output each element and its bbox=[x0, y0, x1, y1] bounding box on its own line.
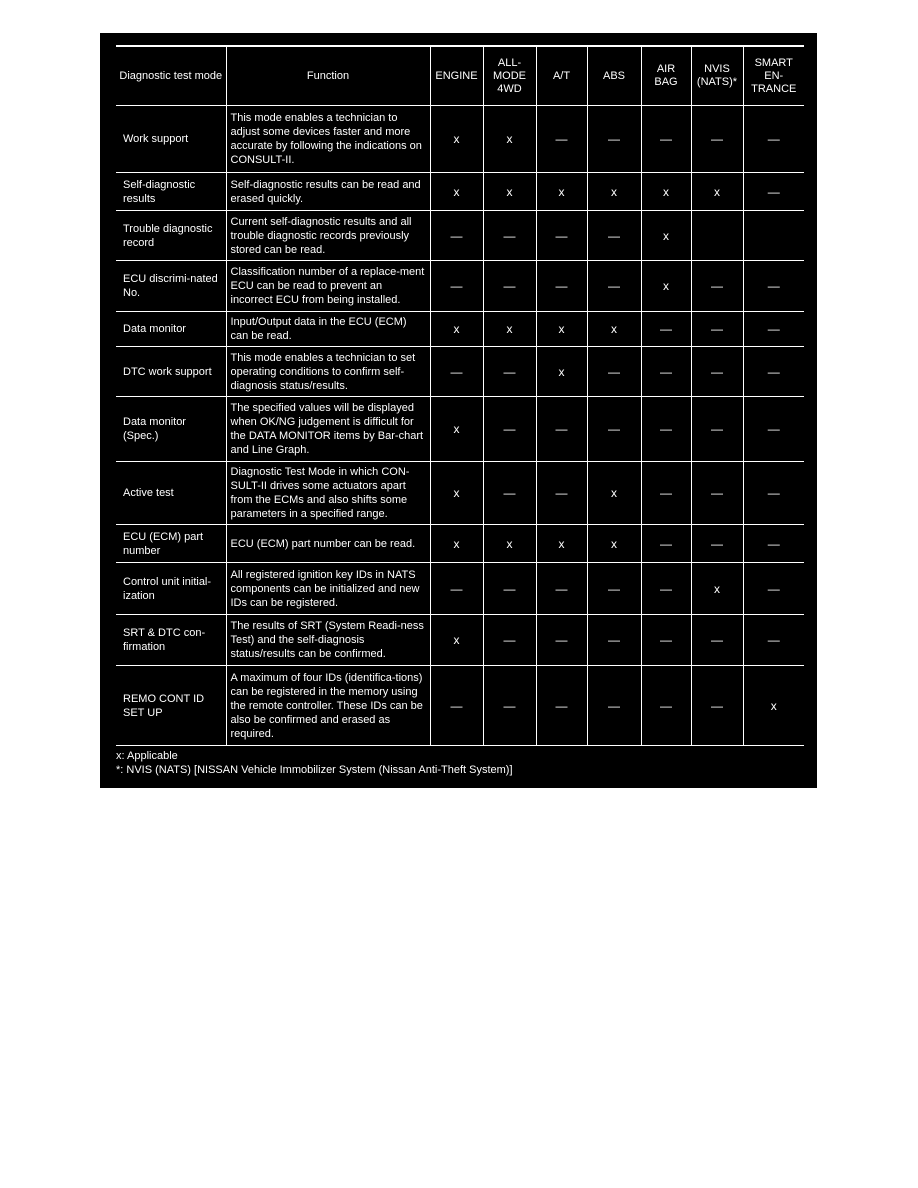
header-all-mode-4wd: ALL-MODE 4WD bbox=[483, 46, 536, 106]
cell-applicability-mark: x bbox=[430, 397, 483, 462]
cell-applicability-mark: x bbox=[743, 666, 804, 746]
cell-function: A maximum of four IDs (identifica-tions) can be registered in the memory using the remote controller. These IDs can be also be confirmed and erased as required. bbox=[226, 666, 430, 746]
cell-function: This mode enables a technician to set operating conditions to confirm self-diagnosis status/results. bbox=[226, 347, 430, 397]
cell-applicability-mark: — bbox=[483, 397, 536, 462]
cell-applicability-mark: — bbox=[691, 261, 743, 312]
cell-applicability-mark: x bbox=[483, 106, 536, 173]
cell-applicability-mark: — bbox=[743, 397, 804, 462]
header-abs: ABS bbox=[587, 46, 641, 106]
cell-applicability-mark: — bbox=[536, 211, 587, 261]
cell-applicability-mark: — bbox=[743, 106, 804, 173]
cell-applicability-mark: — bbox=[691, 615, 743, 666]
cell-applicability-mark: — bbox=[691, 462, 743, 525]
cell-applicability-mark: x bbox=[587, 525, 641, 563]
cell-applicability-mark: — bbox=[641, 347, 691, 397]
cell-test-mode: DTC work support bbox=[116, 347, 226, 397]
cell-applicability-mark: x bbox=[483, 312, 536, 347]
footnotes bbox=[116, 749, 513, 777]
cell-applicability-mark: — bbox=[483, 211, 536, 261]
cell-applicability-mark: — bbox=[641, 615, 691, 666]
table-row bbox=[116, 462, 804, 525]
header-smart-entrance: SMART EN-TRANCE bbox=[743, 46, 804, 106]
cell-applicability-mark: — bbox=[743, 173, 804, 211]
header-nvis-nats: NVIS (NATS)* bbox=[691, 46, 743, 106]
cell-applicability-mark: x bbox=[641, 173, 691, 211]
cell-applicability-mark: — bbox=[536, 563, 587, 615]
diagnostic-mode-table bbox=[116, 45, 804, 746]
cell-function: Current self-diagnostic results and all trouble diagnostic records previously stored can be read. bbox=[226, 211, 430, 261]
cell-applicability-mark: — bbox=[691, 397, 743, 462]
cell-function: The specified values will be displayed when OK/NG judgement is difficult for the DATA MONITOR items by Bar-chart and Line Graph. bbox=[226, 397, 430, 462]
cell-applicability-mark: — bbox=[483, 563, 536, 615]
cell-applicability-mark: — bbox=[691, 666, 743, 746]
cell-applicability-mark: — bbox=[430, 666, 483, 746]
cell-applicability-mark: — bbox=[587, 397, 641, 462]
cell-test-mode: Self-diagnostic results bbox=[116, 173, 226, 211]
diagnostic-table-panel bbox=[100, 33, 817, 788]
table-row bbox=[116, 347, 804, 397]
cell-applicability-mark: x bbox=[430, 106, 483, 173]
cell-applicability-mark: — bbox=[743, 347, 804, 397]
cell-applicability-mark: — bbox=[536, 666, 587, 746]
cell-test-mode: Data monitor bbox=[116, 312, 226, 347]
cell-applicability-mark bbox=[691, 211, 743, 261]
cell-applicability-mark: — bbox=[483, 261, 536, 312]
cell-applicability-mark: x bbox=[536, 173, 587, 211]
cell-applicability-mark: x bbox=[483, 525, 536, 563]
cell-applicability-mark: — bbox=[587, 106, 641, 173]
header-air-bag: AIR BAG bbox=[641, 46, 691, 106]
cell-applicability-mark: — bbox=[587, 347, 641, 397]
cell-applicability-mark: x bbox=[641, 261, 691, 312]
table-header-row bbox=[116, 46, 804, 106]
cell-applicability-mark: — bbox=[587, 615, 641, 666]
table-row bbox=[116, 173, 804, 211]
cell-applicability-mark: — bbox=[587, 211, 641, 261]
table-body bbox=[116, 106, 804, 746]
cell-function: Input/Output data in the ECU (ECM) can be read. bbox=[226, 312, 430, 347]
cell-function: Self-diagnostic results can be read and erased quickly. bbox=[226, 173, 430, 211]
table-row bbox=[116, 211, 804, 261]
cell-applicability-mark bbox=[743, 211, 804, 261]
cell-applicability-mark: — bbox=[587, 563, 641, 615]
cell-applicability-mark: — bbox=[536, 462, 587, 525]
cell-applicability-mark: — bbox=[430, 211, 483, 261]
cell-function: Classification number of a replace-ment ECU can be read to prevent an incorrect ECU from being installed. bbox=[226, 261, 430, 312]
cell-applicability-mark: — bbox=[641, 666, 691, 746]
cell-applicability-mark: — bbox=[430, 347, 483, 397]
cell-applicability-mark: — bbox=[430, 261, 483, 312]
cell-test-mode: SRT & DTC con-firmation bbox=[116, 615, 226, 666]
cell-applicability-mark: — bbox=[483, 347, 536, 397]
cell-test-mode: REMO CONT ID SET UP bbox=[116, 666, 226, 746]
table-row bbox=[116, 666, 804, 746]
cell-applicability-mark: x bbox=[536, 312, 587, 347]
cell-test-mode: Control unit initial-ization bbox=[116, 563, 226, 615]
table-row bbox=[116, 525, 804, 563]
cell-test-mode: Work support bbox=[116, 106, 226, 173]
cell-test-mode: ECU (ECM) part number bbox=[116, 525, 226, 563]
cell-applicability-mark: x bbox=[430, 312, 483, 347]
cell-applicability-mark: — bbox=[536, 106, 587, 173]
cell-applicability-mark: — bbox=[483, 615, 536, 666]
cell-applicability-mark: — bbox=[691, 525, 743, 563]
cell-function: ECU (ECM) part number can be read. bbox=[226, 525, 430, 563]
cell-applicability-mark: x bbox=[430, 173, 483, 211]
cell-applicability-mark: — bbox=[641, 312, 691, 347]
cell-applicability-mark: x bbox=[587, 462, 641, 525]
cell-applicability-mark: — bbox=[691, 347, 743, 397]
cell-applicability-mark: x bbox=[691, 563, 743, 615]
cell-test-mode: ECU discrimi-nated No. bbox=[116, 261, 226, 312]
cell-applicability-mark: — bbox=[691, 106, 743, 173]
cell-applicability-mark: x bbox=[430, 525, 483, 563]
cell-applicability-mark: — bbox=[743, 563, 804, 615]
table-row bbox=[116, 312, 804, 347]
cell-applicability-mark: — bbox=[641, 397, 691, 462]
cell-applicability-mark: x bbox=[430, 462, 483, 525]
cell-applicability-mark: — bbox=[641, 106, 691, 173]
cell-applicability-mark: — bbox=[536, 397, 587, 462]
cell-applicability-mark: — bbox=[483, 666, 536, 746]
cell-test-mode: Active test bbox=[116, 462, 226, 525]
table-row bbox=[116, 397, 804, 462]
cell-applicability-mark: — bbox=[743, 462, 804, 525]
cell-applicability-mark: x bbox=[430, 615, 483, 666]
cell-applicability-mark: x bbox=[641, 211, 691, 261]
cell-function: Diagnostic Test Mode in which CON-SULT-II drives some actuators apart from the ECMs and also shifts some parameters in a specified range. bbox=[226, 462, 430, 525]
cell-applicability-mark: — bbox=[641, 525, 691, 563]
cell-test-mode: Trouble diagnostic record bbox=[116, 211, 226, 261]
header-at: A/T bbox=[536, 46, 587, 106]
header-engine: ENGINE bbox=[430, 46, 483, 106]
cell-function: The results of SRT (System Readi-ness Test) and the self-diagnosis status/results can be confirmed. bbox=[226, 615, 430, 666]
cell-applicability-mark: — bbox=[536, 615, 587, 666]
cell-applicability-mark: — bbox=[430, 563, 483, 615]
cell-function: All registered ignition key IDs in NATS components can be initialized and new IDs can be registered. bbox=[226, 563, 430, 615]
cell-applicability-mark: — bbox=[743, 615, 804, 666]
table-row bbox=[116, 615, 804, 666]
table-row bbox=[116, 106, 804, 173]
header-diagnostic-test-mode: Diagnostic test mode bbox=[116, 46, 226, 106]
cell-applicability-mark: x bbox=[587, 173, 641, 211]
cell-test-mode: Data monitor (Spec.) bbox=[116, 397, 226, 462]
cell-applicability-mark: — bbox=[536, 261, 587, 312]
cell-applicability-mark: — bbox=[743, 261, 804, 312]
cell-applicability-mark: — bbox=[483, 462, 536, 525]
footnote-applicable: x: Applicable bbox=[116, 750, 178, 762]
cell-function: This mode enables a technician to adjust some devices faster and more accurate by following the indications on CONSULT-II. bbox=[226, 106, 430, 173]
cell-applicability-mark: x bbox=[483, 173, 536, 211]
cell-applicability-mark: — bbox=[691, 312, 743, 347]
cell-applicability-mark: x bbox=[536, 525, 587, 563]
cell-applicability-mark: x bbox=[536, 347, 587, 397]
cell-applicability-mark: — bbox=[743, 312, 804, 347]
header-function: Function bbox=[226, 46, 430, 106]
cell-applicability-mark: x bbox=[691, 173, 743, 211]
table-row bbox=[116, 563, 804, 615]
cell-applicability-mark: — bbox=[641, 462, 691, 525]
cell-applicability-mark: — bbox=[587, 666, 641, 746]
footnote-nvis: *: NVIS (NATS) [NISSAN Vehicle Immobilizer System (Nissan Anti-Theft System)] bbox=[116, 764, 513, 776]
cell-applicability-mark: x bbox=[587, 312, 641, 347]
cell-applicability-mark: — bbox=[641, 563, 691, 615]
cell-applicability-mark: — bbox=[743, 525, 804, 563]
table-row bbox=[116, 261, 804, 312]
cell-applicability-mark: — bbox=[587, 261, 641, 312]
